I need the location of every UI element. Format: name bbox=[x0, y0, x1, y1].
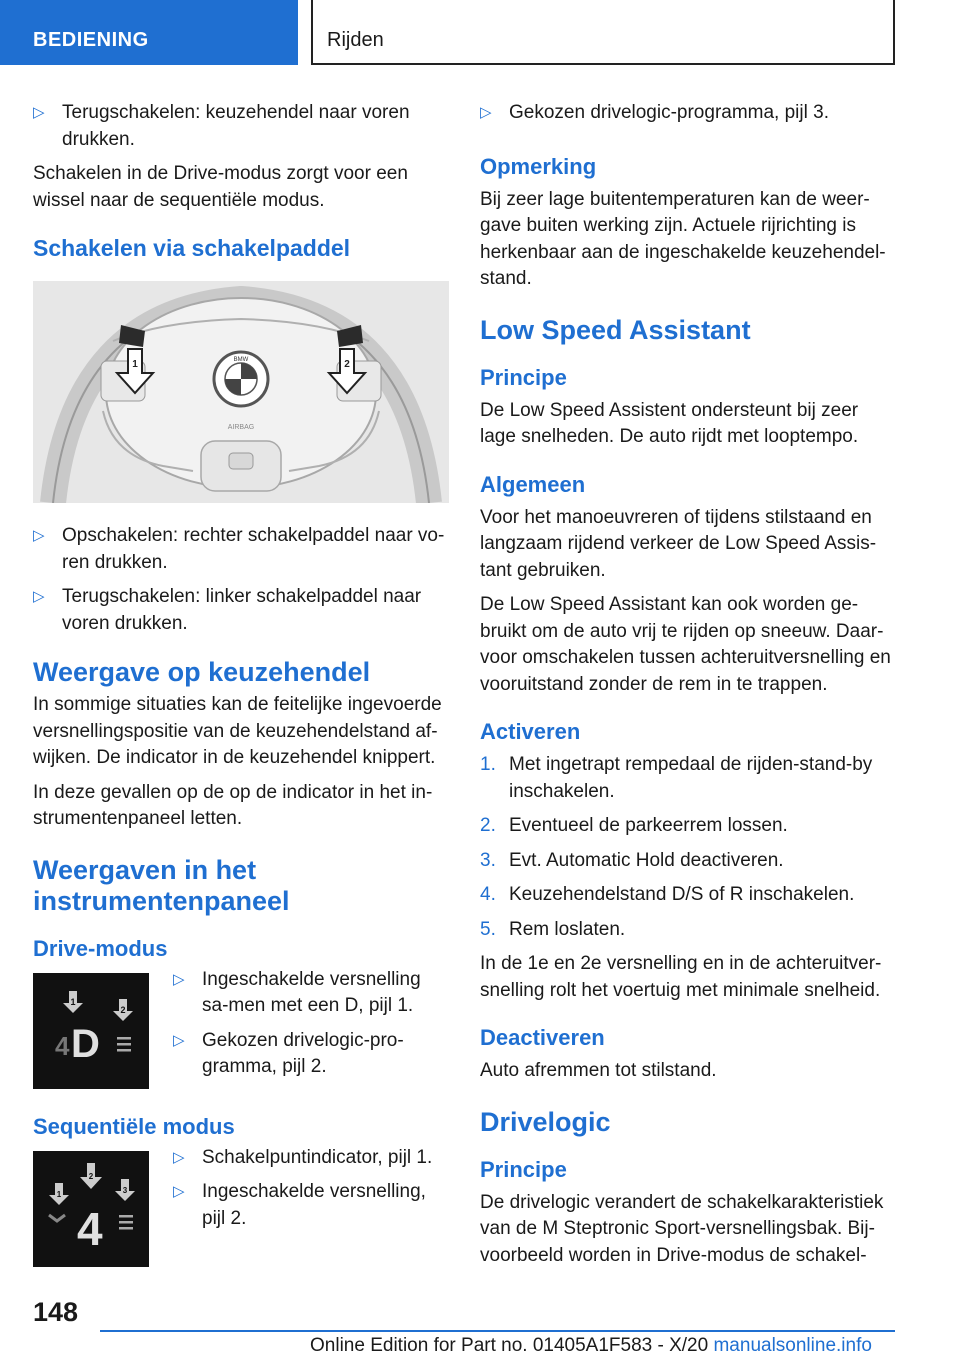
heading-weergave-keuzehendel: Weergave op keuzehendel bbox=[33, 657, 371, 687]
watermark: manualsonline.info bbox=[713, 1335, 872, 1356]
gear-number: 4 bbox=[55, 1030, 70, 1061]
list-item: ▷ Gekozen drivelogic-pro-gramma, pijl 2. bbox=[173, 1029, 404, 1077]
paragraph: Voor het manoeuvreren of tijdens stilstaand en langzaam rijdend verkeer de Low Speed Assis-tant gebruiken. bbox=[480, 506, 877, 581]
bmw-logo: BMW bbox=[233, 357, 249, 363]
step-item: 2. Eventueel de parkeerrem lossen. bbox=[480, 815, 788, 836]
paragraph: Auto afremmen tot stilstand. bbox=[480, 1060, 717, 1081]
footer-edition: Online Edition for Part no. 01405A1F583 - X/20 manualsonline.info bbox=[310, 1335, 872, 1356]
chapter-title: Rijden bbox=[311, 0, 895, 65]
drive-mode-display-image bbox=[33, 973, 149, 1089]
heading-weergaven-instrumentenpaneel: Weergaven in het instrumentenpaneel bbox=[33, 854, 290, 916]
triangle-bullet-icon: ▷ bbox=[173, 1183, 185, 1200]
paragraph: De drivelogic verandert de schakelkarakteristiek van de M Steptronic Sport-versnellingsbak. Bij-voorbeeld worden in Drive-modus de schakel- bbox=[480, 1191, 884, 1266]
list-item: ▷ Gekozen drivelogic-programma, pijl 3. bbox=[480, 100, 896, 127]
list-item: ▷ Schakelpuntindicator, pijl 1. bbox=[173, 1145, 449, 1172]
svg-text:2: 2 bbox=[120, 1004, 126, 1015]
svg-text:1: 1 bbox=[70, 996, 76, 1007]
list-item: ▷ Terugschakelen: keuzehendel naar voren drukken. bbox=[33, 102, 410, 150]
svg-text:3: 3 bbox=[122, 1185, 128, 1195]
heading-algemeen: Algemeen bbox=[480, 471, 586, 497]
sequential-mode-display-image bbox=[33, 1151, 149, 1267]
triangle-bullet-icon: ▷ bbox=[173, 970, 185, 988]
svg-text:1: 1 bbox=[132, 359, 138, 370]
triangle-bullet-icon: ▷ bbox=[33, 588, 45, 605]
heading-drive-modus: Drive-modus bbox=[33, 935, 168, 961]
gear-number: 4 bbox=[77, 1202, 103, 1255]
heading-activeren: Activeren bbox=[480, 719, 581, 744]
heading-opmerking: Opmerking bbox=[480, 153, 597, 179]
paragraph: In sommige situaties kan de feitelijke ingevoerde versnellingspositie van de keuzehendelstand af-wijken. De indicator in de keuzehendel knippert. bbox=[33, 694, 442, 768]
list-item: ▷ Terugschakelen: linker schakelpaddel naar voren drukken. bbox=[33, 586, 422, 634]
steering-wheel-image bbox=[33, 281, 449, 503]
drive-modus-list bbox=[173, 967, 449, 1089]
list-item: ▷ Ingeschakelde versnelling sa-men met een D, pijl 1. bbox=[173, 968, 421, 1016]
triangle-bullet-icon: ▷ bbox=[480, 104, 492, 121]
left-column bbox=[33, 100, 449, 1281]
drive-modus-figure-row bbox=[33, 967, 449, 1089]
sequentiele-figure-row bbox=[33, 1145, 449, 1267]
triangle-bullet-icon: ▷ bbox=[33, 527, 45, 544]
heading-low-speed-assistant: Low Speed Assistant bbox=[480, 314, 751, 345]
step-item: 5. Rem loslaten. bbox=[480, 918, 626, 940]
heading-principe: Principe bbox=[480, 364, 567, 390]
heading-drivelogic: Drivelogic bbox=[480, 1106, 611, 1137]
paragraph: In de 1e en 2e versnelling en in de achteruitver-snelling rolt het voertuig met minimale snelheid. bbox=[480, 953, 882, 1001]
svg-text:1: 1 bbox=[56, 1189, 62, 1199]
step-item: 4. Keuzehendelstand D/S of R inschakelen. bbox=[480, 884, 855, 905]
airbag-label: AIRBAG bbox=[227, 424, 255, 431]
section-tab: BEDIENING bbox=[0, 0, 298, 65]
heading-principe-drivelogic: Principe bbox=[480, 1156, 567, 1182]
page-number: 148 bbox=[33, 1297, 79, 1327]
step-item: 3. Evt. Automatic Hold deactiveren. bbox=[480, 849, 784, 871]
heading-deactiveren: Deactiveren bbox=[480, 1025, 605, 1050]
drive-letter: D bbox=[71, 1021, 100, 1066]
right-column bbox=[480, 100, 896, 1277]
heading-schakelpaddel: Schakelen via schakelpaddel bbox=[33, 235, 351, 261]
paragraph: Bij zeer lage buitentemperaturen kan de weer-gave buiten werking zijn. Actuele rijrichting is herkenbaar aan de ingeschakelde keuzehendel-stand. bbox=[480, 188, 886, 289]
svg-text:2: 2 bbox=[88, 1171, 94, 1181]
triangle-bullet-icon: ▷ bbox=[173, 1148, 185, 1166]
paragraph: De Low Speed Assistent ondersteunt bij zeer lage snelheden. De auto rijdt met looptempo. bbox=[480, 399, 859, 447]
list-item: ▷ Ingeschakelde versnelling, pijl 2. bbox=[173, 1181, 426, 1229]
paragraph: De Low Speed Assistant kan ook worden ge-bruikt om de auto vrij te rijden op sneeuw. Daar-voor omschakelen tussen achteruitversnelling en vooruitstand zonder de rem in te trappen. bbox=[480, 594, 891, 695]
svg-text:2: 2 bbox=[344, 359, 350, 370]
list-item: ▷ Opschakelen: rechter schakelpaddel naar vo-ren drukken. bbox=[33, 525, 445, 573]
step-item: 1. Met ingetrapt rempedaal de rijden-stand-by inschakelen. bbox=[480, 754, 873, 802]
paragraph: In deze gevallen op de op de indicator in het in-strumentenpaneel letten. bbox=[33, 781, 433, 829]
paragraph: Schakelen in de Drive-modus zorgt voor een wissel naar de sequentiële modus. bbox=[33, 163, 408, 211]
heading-sequentiele-modus: Sequentiële modus bbox=[33, 1113, 235, 1139]
triangle-bullet-icon: ▷ bbox=[173, 1031, 185, 1049]
footer-divider bbox=[100, 1330, 895, 1332]
sequentiele-list bbox=[173, 1145, 449, 1267]
triangle-bullet-icon: ▷ bbox=[33, 104, 45, 121]
